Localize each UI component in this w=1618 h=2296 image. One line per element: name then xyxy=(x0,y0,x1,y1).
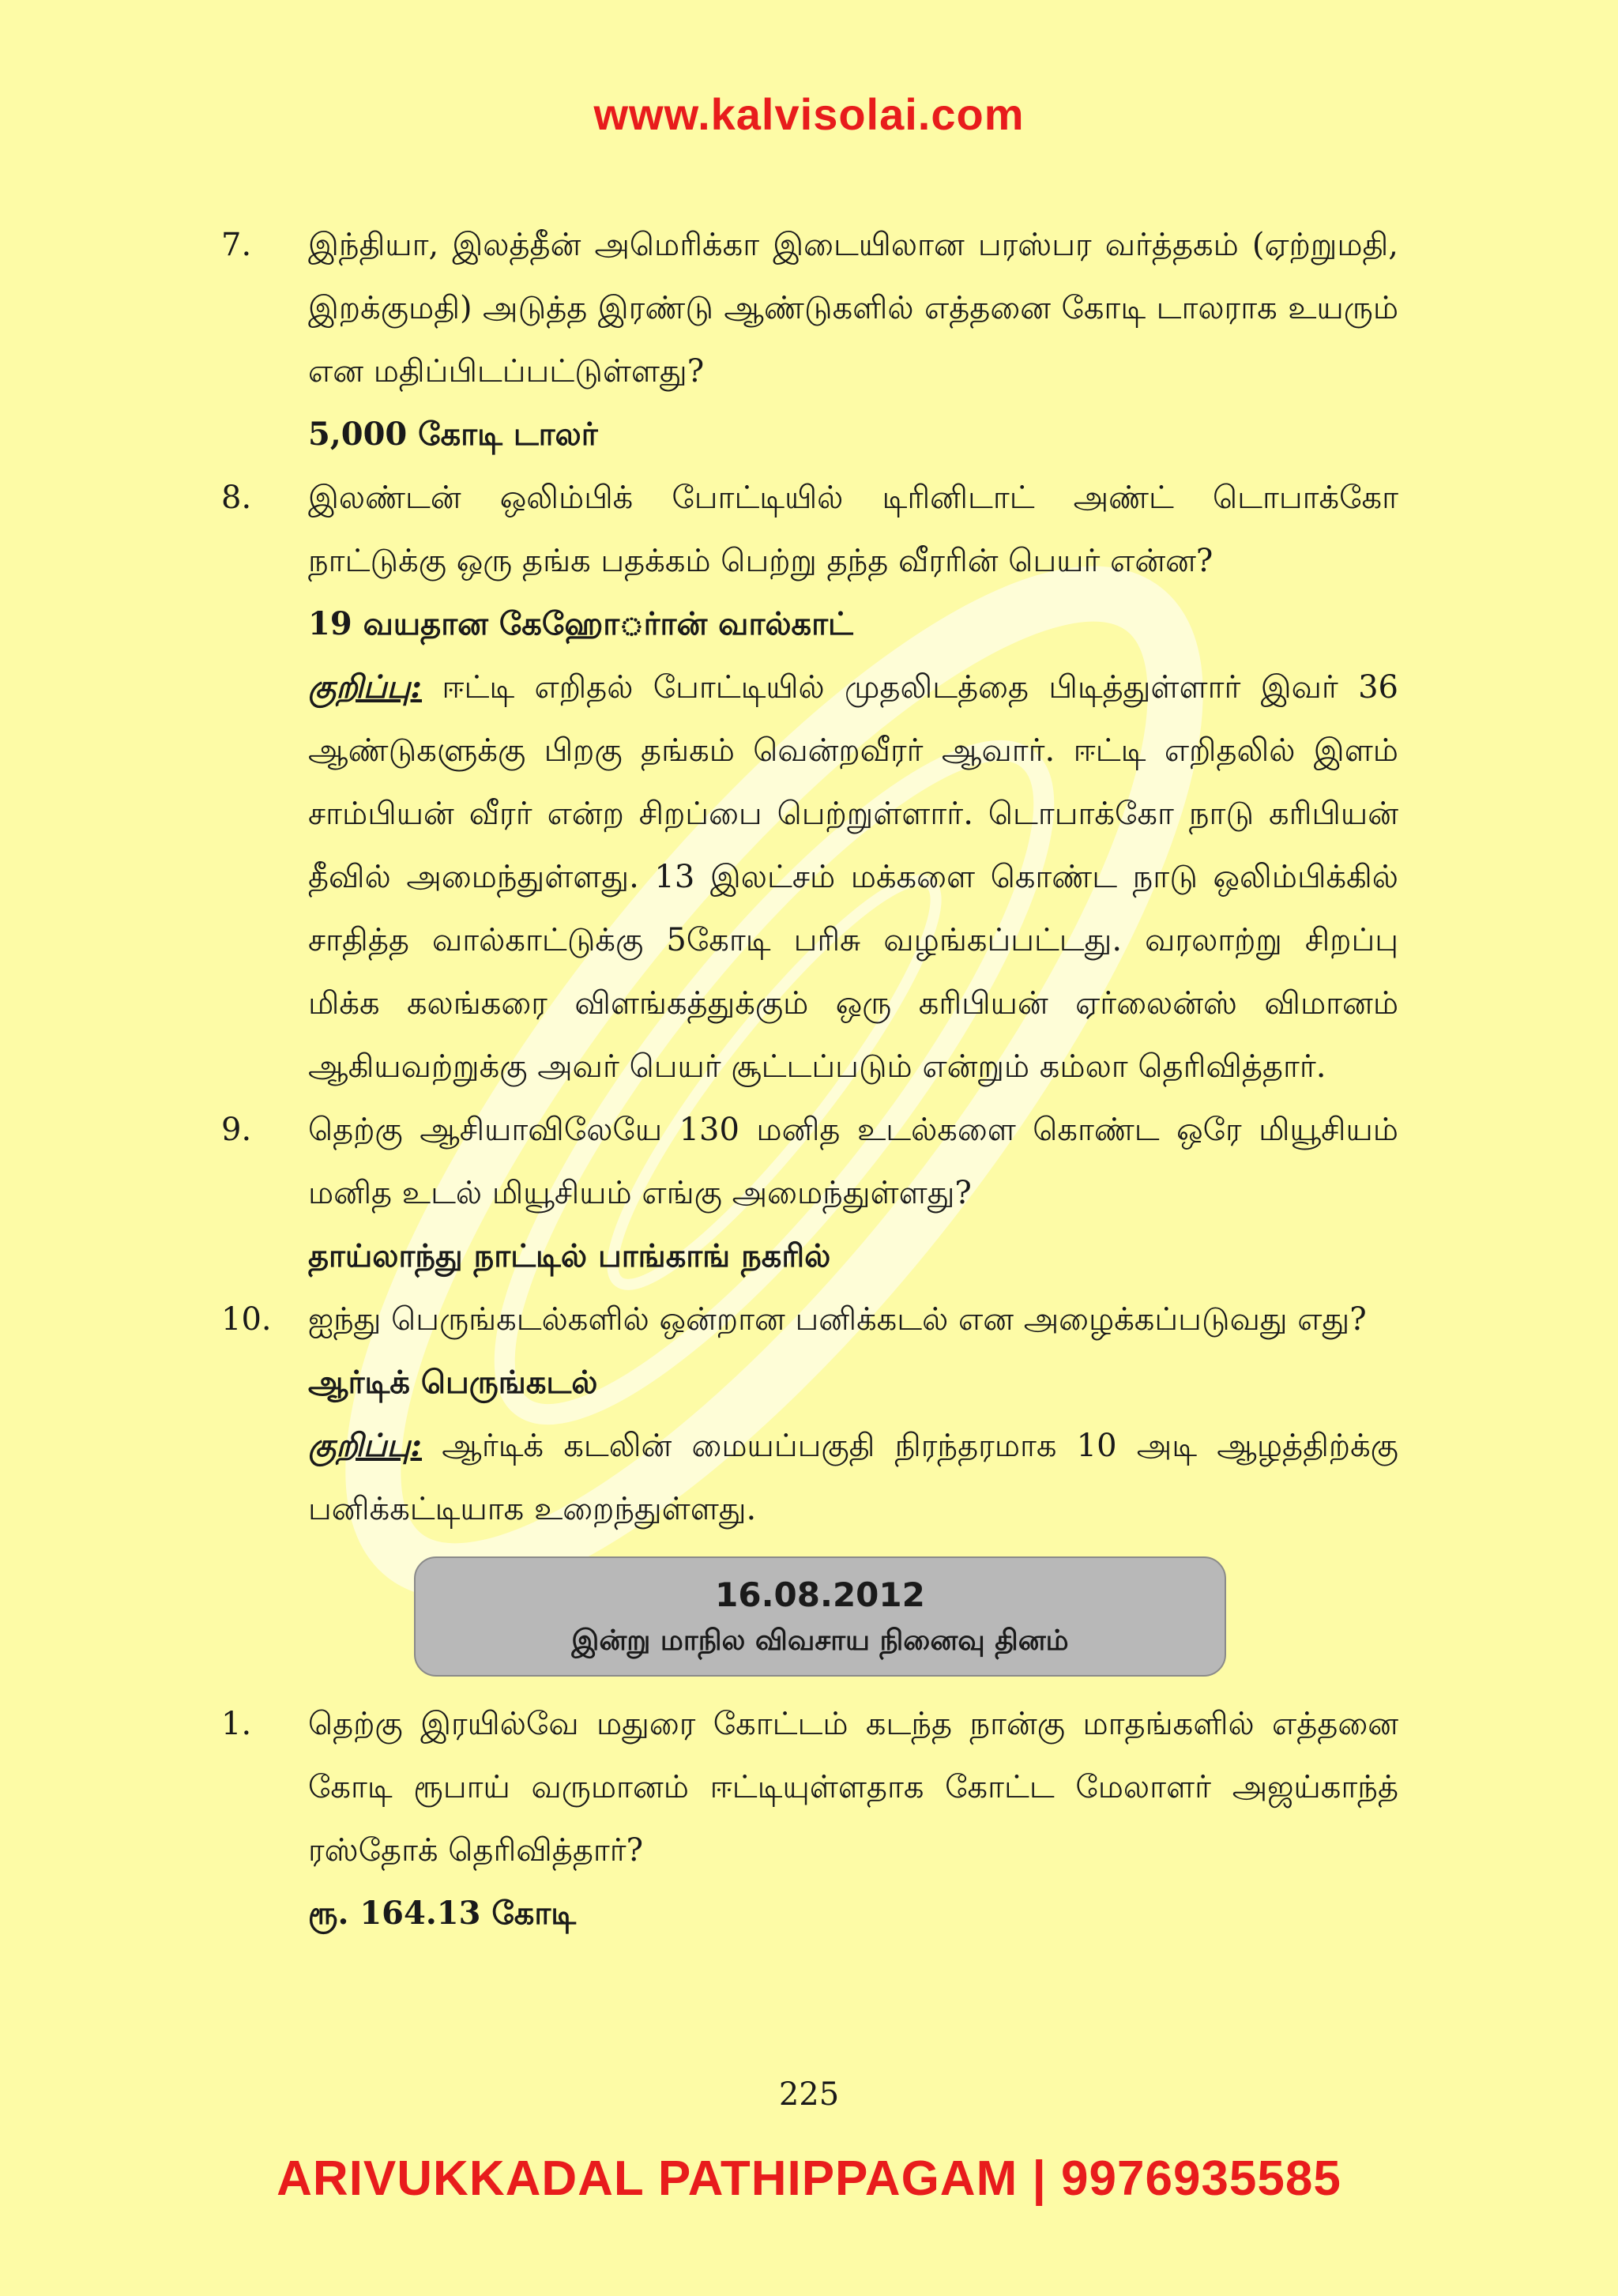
question-text: ஐந்து பெருங்கடல்களில் ஒன்றான பனிக்கடல் என அழைக்கப்படுவது எது? xyxy=(308,1301,1367,1338)
banner-date: 16.08.2012 xyxy=(715,1575,925,1614)
question-text: தெற்கு இரயில்வே மதுரை கோட்டம் கடந்த நான்கு மாதங்களில் எத்தனை கோடி ரூபாய் வருமானம் ஈட்டியுள்ளதாக கோட்ட மேலாளர் அஜய்காந்த் ரஸ்தோக் தெரிவித்தார்? xyxy=(308,1706,1398,1869)
question-text: தெற்கு ஆசியாவிலேயே 130 மனித உடல்களை கொண்ட ஒரே மியூசியம் மனித உடல் மியூசியம் எங்கு அமைந்துள்ளது? xyxy=(308,1112,1398,1211)
answer-text: ஆர்டிக் பெருங்கடல் xyxy=(308,1364,598,1401)
note-label: குறிப்பு: xyxy=(308,1427,423,1464)
note-paragraph xyxy=(308,656,1398,1098)
question-number: 9. xyxy=(221,1112,252,1148)
note-text: ஆர்டிக் கடலின் மையப்பகுதி நிரந்தரமாக 10 அடி ஆழத்திற்க்கு பனிக்கட்டியாக உறைந்துள்ளது. xyxy=(308,1428,1398,1527)
answer-text: 19 வயதான கேஹோர்ான் வால்காட் xyxy=(308,605,853,642)
page-number: 225 xyxy=(778,2076,840,2113)
question-item xyxy=(221,466,1398,1098)
question-item xyxy=(221,213,1398,466)
question-item xyxy=(221,1288,1398,1541)
question-number: 7. xyxy=(221,227,252,263)
answer-text: ரூ. 164.13 கோடி xyxy=(308,1895,577,1932)
page-content xyxy=(221,213,1398,1945)
publisher-footer: ARIVUKKADAL PATHIPPAGAM | 9976935585 xyxy=(277,2151,1341,2206)
note-paragraph xyxy=(308,1414,1398,1541)
answer-text: 5,000 கோடி டாலர் xyxy=(308,416,598,453)
answer-text: தாய்லாந்து நாட்டில் பாங்காங் நகரில் xyxy=(308,1237,831,1274)
question-item xyxy=(221,1098,1398,1288)
date-banner xyxy=(414,1556,1226,1677)
note-text: ஈட்டி எறிதல் போட்டியில் முதலிடத்தை பிடித்துள்ளார் இவர் 36 ஆண்டுகளுக்கு பிறகு தங்கம் வென்றவீரர் ஆவார். ஈட்டி எறிதலில் இளம் சாம்பியன் வீரர் என்ற சிறப்பை பெற்றுள்ளார். டொபாக்கோ நாடு கரிபியன் தீவில் அமைந்துள்ளது. 13 இலட்சம் மக்களை கொண்ட நாடு ஒலிம்பிக்கில் சாதித்த வால்காட்டுக்கு 5கோடி பரிசு வழங்கப்பட்டது. வரலாற்று சிறப்பு மிக்க கலங்கரை விளங்கத்துக்கும் ஒரு கரிபியன் ஏர்லைன்ஸ் விமானம் ஆகியவற்றுக்கு அவர் பெயர் சூட்டப்படும் என்றும் கம்லா தெரிவித்தார். xyxy=(308,669,1398,1085)
note-label: குறிப்பு: xyxy=(308,668,423,706)
question-item xyxy=(221,1692,1398,1945)
question-number: 8. xyxy=(221,480,252,516)
banner-subtitle: இன்று மாநில விவசாய நினைவு தினம் xyxy=(571,1624,1069,1657)
question-number: 10. xyxy=(221,1301,272,1338)
site-url-header[interactable]: www.kalvisolai.com xyxy=(593,89,1025,139)
question-text: இலண்டன் ஒலிம்பிக் போட்டியில் டிரினிடாட் அண்ட் டொபாக்கோ நாட்டுக்கு ஒரு தங்க பதக்கம் பெற்று தந்த வீரரின் பெயர் என்ன? xyxy=(308,480,1398,579)
question-number: 1. xyxy=(221,1706,252,1742)
question-text: இந்தியா, இலத்தீன் அமெரிக்கா இடையிலான பரஸ்பர வர்த்தகம் (ஏற்றுமதி, இறக்குமதி) அடுத்த இரண்டு ஆண்டுகளில் எத்தனை கோடி டாலராக உயரும் என மதிப்பிடப்பட்டுள்ளது? xyxy=(308,227,1398,390)
